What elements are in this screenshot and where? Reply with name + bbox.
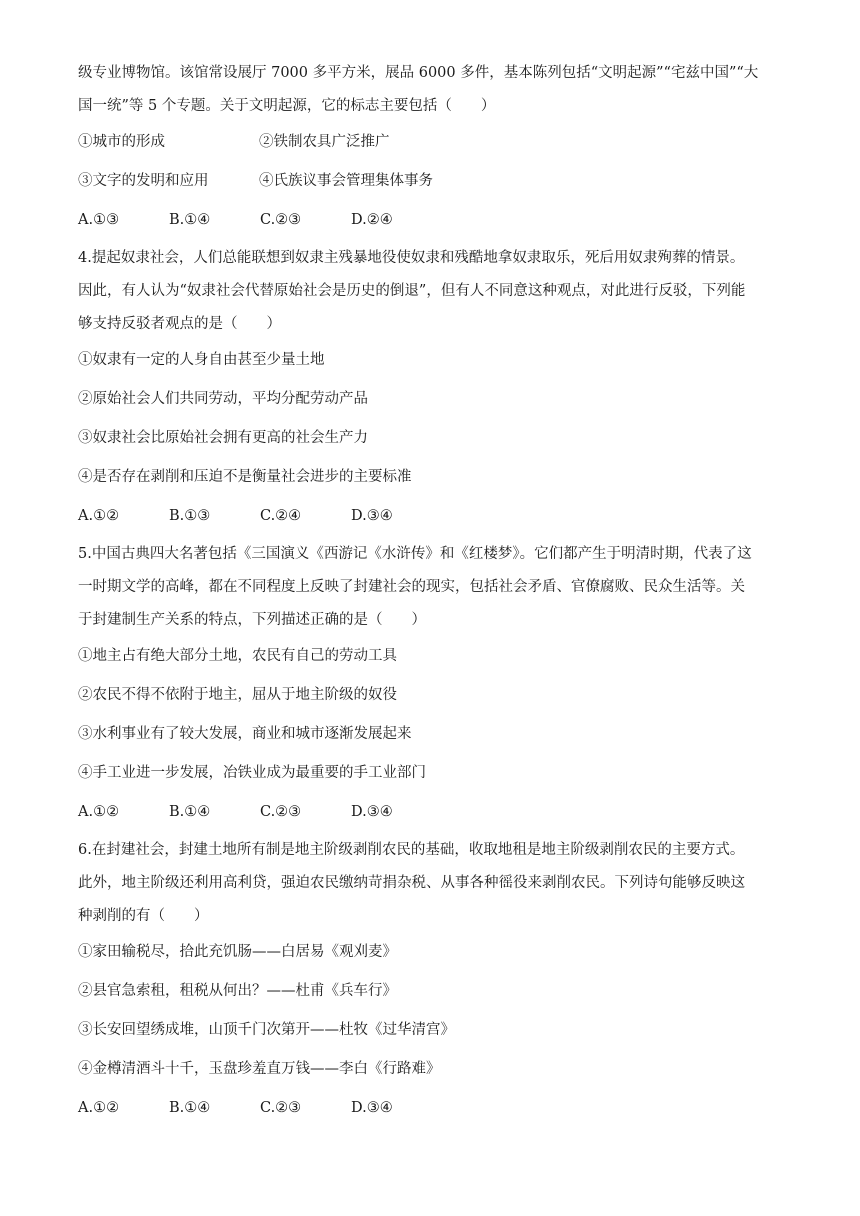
option-3: ③水利事业有了较大发展，商业和城市逐渐发展起来 (78, 726, 412, 742)
option-2: ②铁制农具广泛推广 (259, 134, 390, 150)
choice-a: A.①② (78, 804, 120, 820)
choice-b: B.①④ (169, 212, 211, 228)
option-4: ④氏族议事会管理集体事务 (259, 173, 433, 189)
question-stem (78, 538, 778, 637)
stem-line: 此外，地主阶级还利用高利贷，强迫农民缴纳苛捐杂税、从事各种徭役来剥削农民。下列诗句能够反映这 (78, 875, 745, 891)
stem-line: 4.提起奴隶社会，人们总能联想到奴隶主残暴地役使奴隶和残酷地拿奴隶取乐，死后用奴隶殉葬的情景。 (78, 250, 745, 266)
option-3: ③文字的发明和应用 (78, 173, 209, 189)
answer-choices (78, 793, 778, 832)
choice-c: C.②④ (260, 508, 302, 524)
choice-a: A.①③ (78, 212, 120, 228)
choice-d: D.②④ (351, 212, 393, 228)
option-2: ②原始社会人们共同劳动，平均分配劳动产品 (78, 391, 368, 407)
exam-page (78, 57, 778, 1128)
option-3: ③奴隶社会比原始社会拥有更高的社会生产力 (78, 430, 368, 446)
option-4: ④手工业进一步发展，冶铁业成为最重要的手工业部门 (78, 765, 426, 781)
option-row (78, 162, 778, 201)
option-row (78, 123, 778, 162)
choice-d: D.③④ (351, 804, 393, 820)
stem-line: 因此，有人认为“奴隶社会代替原始社会是历史的倒退”，但有人不同意这种观点，对此进行反驳，下列能 (78, 283, 746, 299)
stem-line: 5.中国古典四大名著包括《三国演义《西游记《水浒传》和《红楼梦》。它们都产生于明清时期，代表了这 (78, 546, 752, 562)
stem-line: 级专业博物馆。该馆常设展厅 7000 多平方米，展品 6000 多件，基本陈列包括“文明起源”“宅兹中国”“大 (78, 65, 759, 81)
option-1: ①奴隶有一定的人身自由甚至少量土地 (78, 352, 325, 368)
choice-a: A.①② (78, 508, 120, 524)
choice-b: B.①③ (169, 508, 211, 524)
choice-b: B.①④ (169, 804, 211, 820)
stem-line: 一时期文学的高峰，都在不同程度上反映了封建社会的现实，包括社会矛盾、官僚腐败、民众生活等。关 (78, 579, 745, 595)
answer-choices (78, 1089, 778, 1128)
choice-b: B.①④ (169, 1100, 211, 1116)
choice-a: A.①② (78, 1100, 120, 1116)
option-2: ②农民不得不依附于地主，屈从于地主阶级的奴役 (78, 687, 397, 703)
stem-line: 够支持反驳者观点的是（ ） (78, 316, 281, 332)
choice-d: D.③④ (351, 1100, 393, 1116)
question-3 (78, 57, 778, 240)
answer-choices (78, 497, 778, 536)
question-6 (78, 834, 778, 1128)
choice-c: C.②③ (260, 804, 302, 820)
question-4 (78, 242, 778, 536)
stem-line: 种剥削的有（ ） (78, 908, 209, 924)
stem-line: 6.在封建社会，封建土地所有制是地主阶级剥削农民的基础，收取地租是地主阶级剥削农民的主要方式。 (78, 842, 745, 858)
option-4: ④是否存在剥削和压迫不是衡量社会进步的主要标准 (78, 469, 412, 485)
question-stem (78, 834, 778, 933)
option-3: ③长安回望绣成堆，山顶千门次第开——杜牧《过华清宫》 (78, 1022, 455, 1038)
option-1: ①家田输税尽，拾此充饥肠——白居易《观刈麦》 (78, 944, 397, 960)
choice-c: C.②③ (260, 1100, 302, 1116)
option-1: ①地主占有绝大部分土地，农民有自己的劳动工具 (78, 648, 397, 664)
stem-line: 国一统”等 5 个专题。关于文明起源，它的标志主要包括（ ） (78, 98, 496, 114)
choice-c: C.②③ (260, 212, 302, 228)
option-2: ②县官急索租，租税从何出？——杜甫《兵车行》 (78, 983, 397, 999)
option-1: ①城市的形成 (78, 134, 165, 150)
question-stem (78, 57, 778, 123)
question-5 (78, 538, 778, 832)
stem-line: 于封建制生产关系的特点，下列描述正确的是（ ） (78, 612, 426, 628)
choice-d: D.③④ (351, 508, 393, 524)
option-4: ④金樽清酒斗十千，玉盘珍羞直万钱——李白《行路难》 (78, 1061, 441, 1077)
answer-choices (78, 201, 778, 240)
question-stem (78, 242, 778, 341)
